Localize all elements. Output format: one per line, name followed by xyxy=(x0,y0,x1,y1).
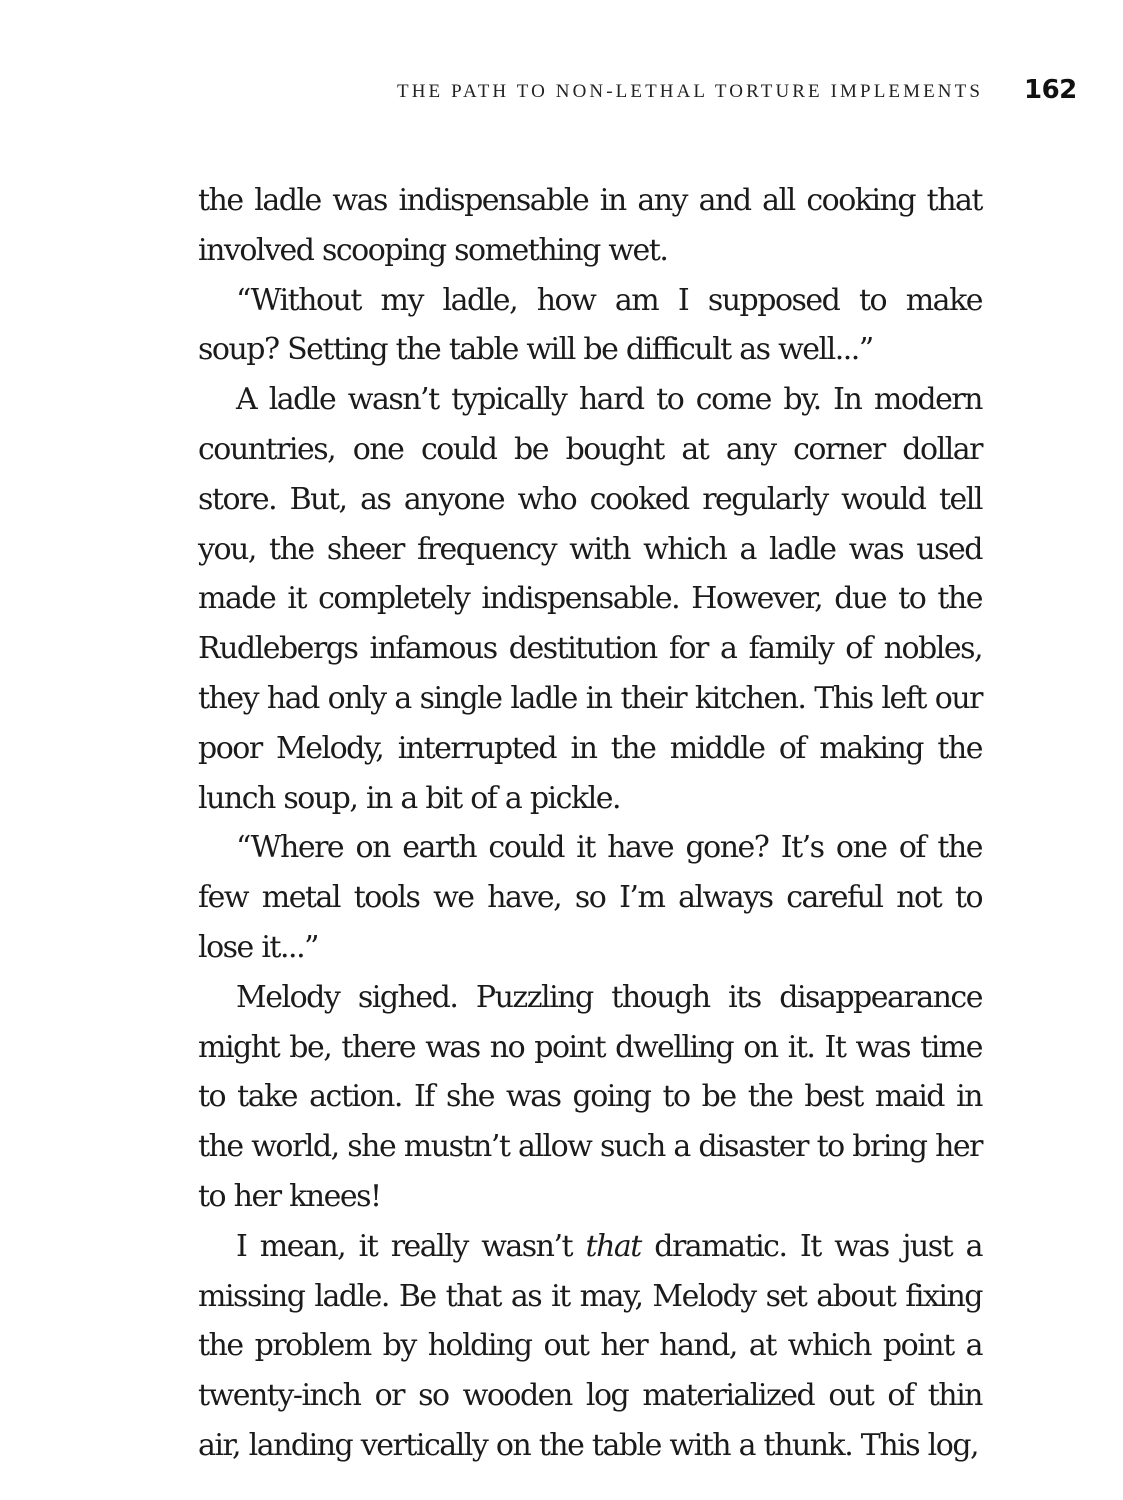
text-segment: A ladle wasn’t typically hard to come by. In modern countries, one could be bought at any corner dollar store. But, as anyone who cooked regularly would tell you, the sheer frequency with which a ladle was used made it completely indispensable. However, due to the Rudlebergs infamous destitution for a family of nobles, they had only a single ladle in their kitchen. This left our poor Melody, interrupted in the middle of making the lunch soup, in a bit of a pickle. xyxy=(198,382,982,816)
paragraph xyxy=(198,176,982,276)
running-head xyxy=(0,75,1123,110)
paragraph xyxy=(198,823,982,972)
text-segment: “Without my ladle, how am I supposed to make soup? Setting the table will be difficult as well...” xyxy=(198,282,982,368)
text-segment: the ladle was indispensable in any and all cooking that involved scooping something wet. xyxy=(198,183,982,268)
paragraph xyxy=(198,375,982,823)
text-segment: “Where on earth could it have gone? It’s one of the few metal tools we have, so I’m always careful not to lose it...” xyxy=(198,830,982,965)
emphasis-text: that xyxy=(585,1228,641,1264)
text-segment: dramatic. It was just a missing ladle. Be that as it may, Melody set about fixing the problem by holding out her hand, at which point a twenty-inch or so wooden log materialized out of thin air, landing vertically on the table with a thunk. This log, xyxy=(198,1228,982,1463)
paragraph xyxy=(198,1222,982,1471)
page-number: 162 xyxy=(1024,75,1077,105)
paragraph xyxy=(198,973,982,1222)
paragraph xyxy=(198,276,982,376)
text-segment: Melody sighed. Puzzling though its disappearance might be, there was no point dwelling on it. It was time to take action. If she was going to be the best maid in the world, she mustn’t allow such a disaster to bring her to her knees! xyxy=(198,979,982,1214)
text-segment: I mean, it really wasn’t xyxy=(236,1228,586,1264)
chapter-title: THE PATH TO NON-LETHAL TORTURE IMPLEMENTS xyxy=(396,81,983,102)
body-text xyxy=(198,176,982,1471)
